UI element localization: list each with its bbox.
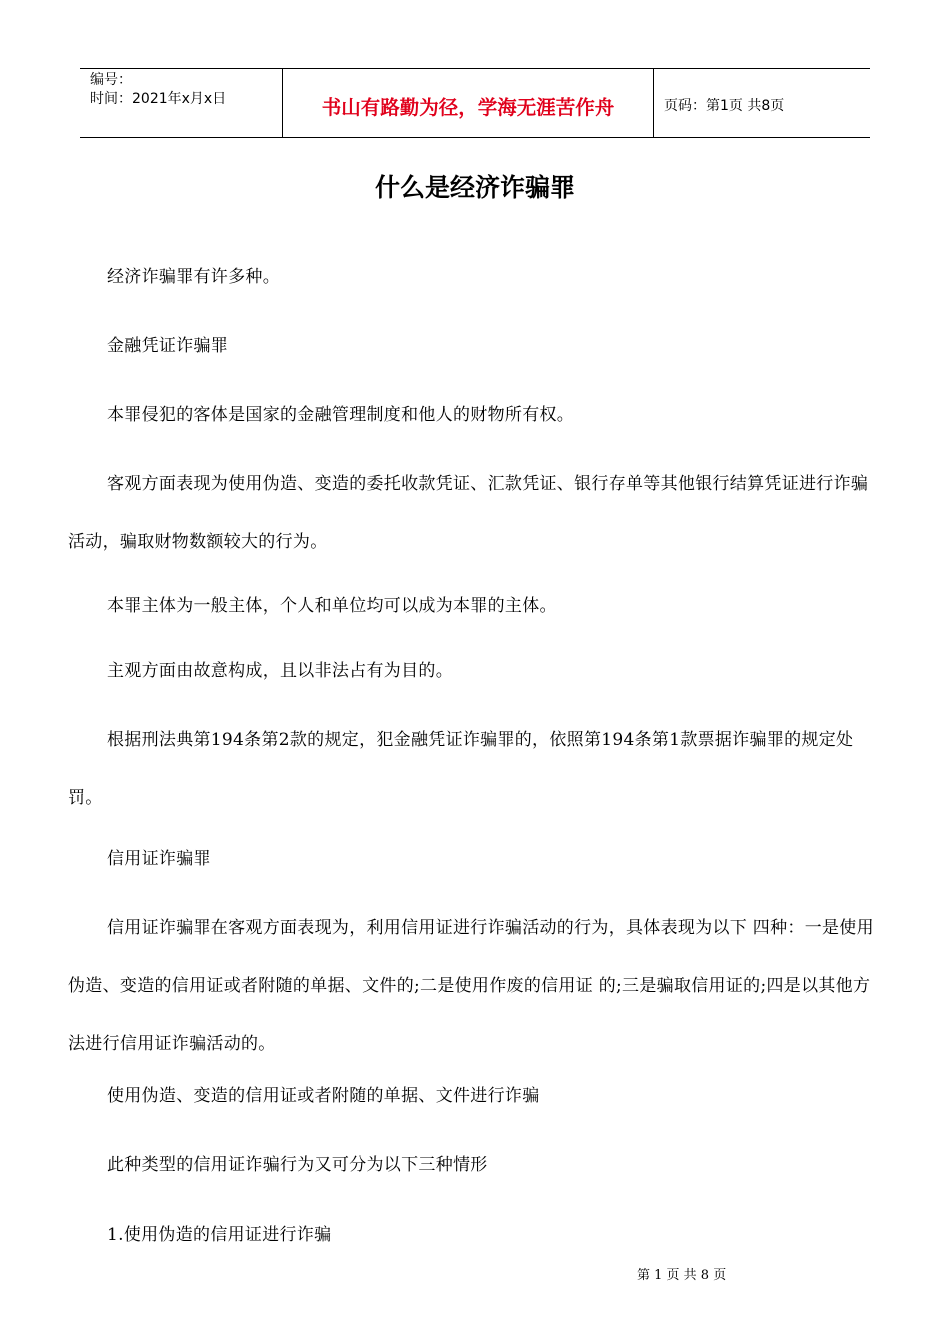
header-meta: [80, 69, 282, 137]
paragraph: 本罪主体为一般主体，个人和单位均可以成为本罪的主体。: [107, 596, 557, 616]
header-motto: 书山有路勤为径，学海无涯苦作舟: [282, 69, 654, 137]
number-label: 编号：: [90, 72, 132, 88]
document-header: [80, 68, 870, 138]
paragraph: 本罪侵犯的客体是国家的金融管理制度和他人的财物所有权。: [107, 405, 575, 425]
paragraph: 经济诈骗罪有许多种。: [107, 267, 280, 287]
header-page-label: 页码：第1页 共8页: [664, 98, 785, 114]
paragraph: 此种类型的信用证诈骗行为又可分为以下三种情形: [107, 1155, 488, 1175]
page-footer: 第 1 页 共 8 页: [637, 1268, 727, 1283]
paragraph: 信用证诈骗罪在客观方面表现为，利用信用证进行诈骗活动的行为，具体表现为以下 四种：一是使用伪造、变造的信用证或者附随的单据、文件的;二是使用作废的信用证 的;三是骗取信用证的;四是以其他方法进行信用证诈骗活动的。: [68, 918, 874, 1054]
paragraph: 根据刑法典第194条第2款的规定，犯金融凭证诈骗罪的，依照第194条第1款票据诈骗罪的规定处罚。: [68, 730, 854, 808]
paragraph: 客观方面表现为使用伪造、变造的委托收款凭证、汇款凭证、银行存单等其他银行结算凭证进行诈骗活动，骗取财物数额较大的行为。: [68, 474, 869, 552]
section-heading: 金融凭证诈骗罪: [107, 336, 229, 356]
document-title: 什么是经济诈骗罪: [374, 173, 575, 202]
time-label: 时间：2021年x月x日: [90, 91, 227, 107]
paragraph: 使用伪造、变造的信用证或者附随的单据、文件进行诈骗: [107, 1086, 540, 1106]
section-heading: 信用证诈骗罪: [107, 849, 211, 869]
paragraph: 主观方面由故意构成，且以非法占有为目的。: [107, 661, 453, 681]
paragraph: 1.使用伪造的信用证进行诈骗: [107, 1225, 332, 1245]
